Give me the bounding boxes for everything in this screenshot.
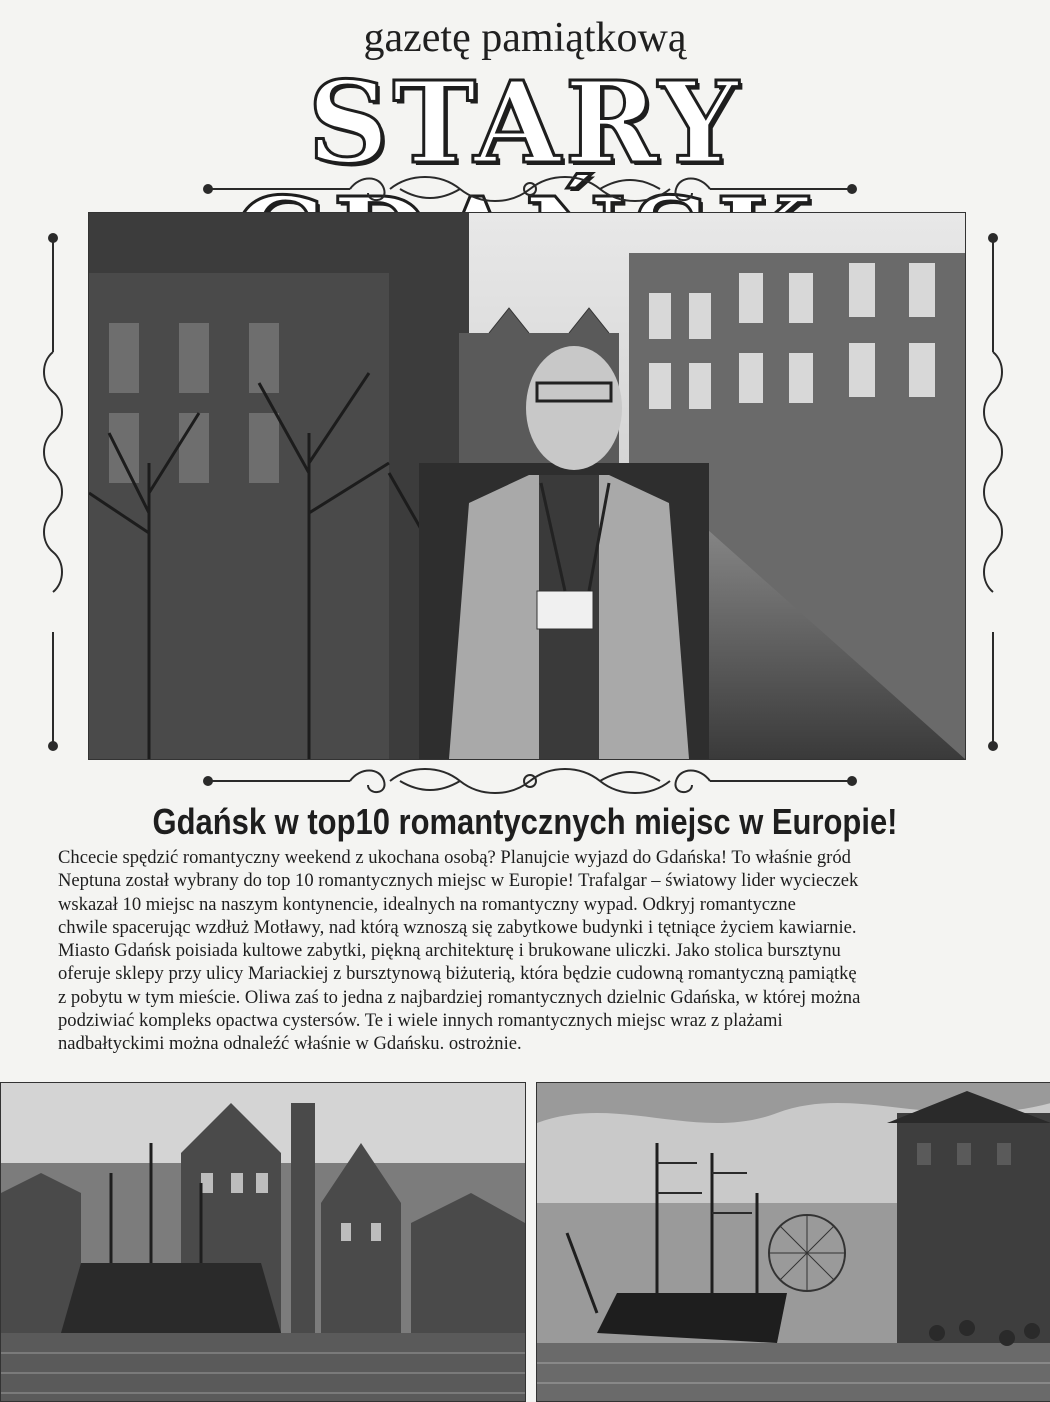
article-line: Chcecie spędzić romantyczny weekend z ukochana osobą? Planujcie wyjazd do Gdańska! To właśnie gród	[58, 847, 851, 868]
article-line: nadbałtyckimi można odnaleźć właśnie w Gdańsku. ostrożnie.	[58, 1033, 522, 1055]
article-body	[58, 846, 1018, 1056]
article-line: z pobytu w tym mieście. Oliwa zaś to jedna z najbardziej romantycznych dzielnic Gdańska, w której można	[58, 986, 861, 1008]
article-line: Miasto Gdańsk poisiada kultowe zabytki, piękną architekturę i brukowane uliczki. Jako stolica bursztynu	[58, 940, 841, 962]
article-line: chwile spacerując wzdłuż Motławy, nad którą wznoszą się zabytkowe budynki i tętniące życiem kawiarnie.	[58, 916, 857, 938]
article-line: Neptuna został wybrany do top 10 romantycznych miejsc w Europie! Trafalgar – światowy lider wycieczek	[58, 870, 859, 892]
scroll-divider-icon	[200, 172, 860, 206]
article-line: oferuje sklepy przy ulicy Mariackiej z bursztynową biżuterią, która będzie cudowną romantyczną pamiątkę	[58, 963, 857, 985]
hero-photo	[88, 212, 966, 760]
scroll-divider-icon	[200, 764, 860, 798]
riverfront-photo	[0, 1082, 526, 1402]
side-scroll-icon	[40, 232, 66, 752]
article-line: wskazał 10 miejsc na naszym kontynencie, idealnych na romantyczny wypad. Odkryj romantyczne	[58, 893, 796, 915]
masthead-title: STARY	[307, 58, 743, 189]
galleon-crane-photo	[536, 1082, 1050, 1402]
article-line: podziwiać kompleks opactwa cystersów. Te i wiele innych romantycznych miejsc wraz z plażami	[58, 1010, 783, 1032]
kicker-subtitle: gazetę pamiątkową	[363, 15, 687, 61]
article-headline: Gdańsk w top10 romantycznych miejsc w Europie!	[152, 801, 898, 842]
side-scroll-icon	[980, 232, 1006, 752]
